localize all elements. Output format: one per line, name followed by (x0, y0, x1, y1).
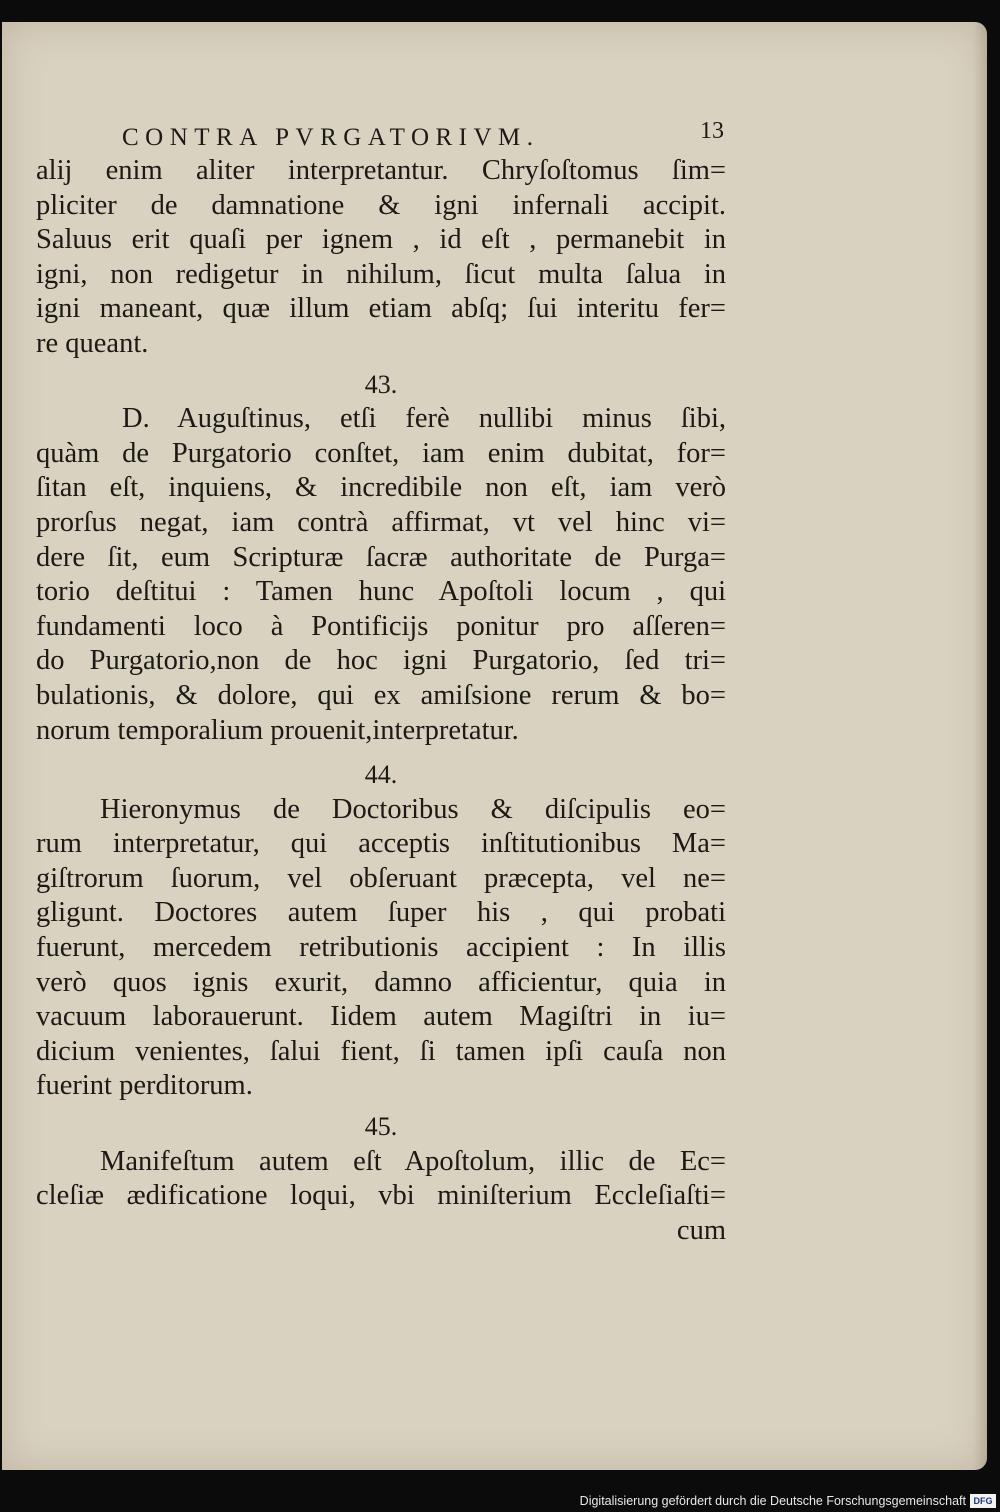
section-paragraph (36, 1145, 726, 1214)
intro-paragraph (36, 154, 726, 362)
page-edge-shadow (973, 22, 987, 1470)
text-line: Manifeſtum autem eſt Apoſtolum, illic de Ec= (100, 1145, 726, 1177)
section-paragraph (36, 402, 726, 748)
text-line: igni maneant, quæ illum etiam abſq; ſui interitu fer= (36, 293, 726, 325)
text-line: alĳ enim aliter interpretantur. Chryſoſtomus ſim= (36, 155, 726, 186)
section-number: 45. (364, 1112, 398, 1142)
text-line: Hieronymus de Doctoribus & diſcipulis eo= (100, 793, 726, 825)
text-line: gligunt. Doctores autem ſuper his , qui probati (36, 897, 726, 929)
text-line: prorſus negat, iam contrà affirmat, vt vel hinc vi= (36, 506, 726, 538)
text-line: igni, non redigetur in nihilum, ſicut multa ſalua in (36, 258, 726, 290)
running-title: CONTRA PVRGATORIVM. (122, 124, 540, 151)
text-line: do Purgatorio,non de hoc igni Purgatorio, ſed tri= (36, 645, 726, 677)
text-line: re queant. (36, 327, 149, 359)
text-line: verò quos ignis exurit, damno afficientur, quia in (36, 966, 726, 998)
section-number: 43. (364, 369, 398, 399)
text-line: fundamenti loco à Pontificĳs ponitur pro aſſeren= (36, 610, 726, 642)
text-line: D. Auguſtinus, etſi ferè nullibi minus ſibi, (122, 403, 726, 435)
text-line: norum temporalium prouenit,interpretatur. (36, 714, 519, 746)
text-line: quàm de Purgatorio conſtet, iam enim dubitat, for= (36, 437, 726, 469)
dfg-logo: DFG (970, 1494, 996, 1508)
text-line: fuerunt, mercedem retributionis accipient : In illis (36, 932, 726, 964)
page-number: 13 (700, 118, 724, 144)
text-line: dere ſit, eum Scripturæ ſacræ authoritate de Purga= (36, 541, 726, 573)
text-line: dicium venientes, ſalui fient, ſi tamen ipſi cauſa non (36, 1035, 726, 1067)
text-line: rum interpretatur, qui acceptis inſtitutionibus Ma= (36, 828, 726, 860)
text-line: torio deſtitui : Tamen hunc Apoſtoli locum , qui (36, 576, 726, 608)
section-number: 44. (364, 760, 398, 790)
text-line: ſitan eſt, inquiens, & incredibile non eſt, iam verò (36, 472, 726, 504)
text-line: fuerint perditorum. (36, 1070, 253, 1102)
running-head (36, 110, 726, 154)
text-block (36, 110, 726, 1248)
footer-bar (0, 1470, 1000, 1512)
funding-credit: Digitalisierung gefördert durch die Deutsche Forschungsgemeinschaft (579, 1494, 966, 1508)
catchword: cum (676, 1214, 726, 1246)
text-line: pliciter de damnatione & igni infernali accipit. (36, 189, 726, 221)
text-line: vacuum laborauerunt. Iidem autem Magiſtri in iu= (36, 1001, 726, 1033)
book-page (2, 22, 987, 1470)
text-line: bulationis, & dolore, qui ex amiſsione rerum & bo= (36, 679, 726, 711)
text-line: giſtrorum ſuorum, vel obſeruant præcepta, vel ne= (36, 862, 726, 894)
text-line: cleſiæ ædificatione loqui, vbi miniſterium Eccleſiaſti= (36, 1180, 726, 1212)
section-paragraph (36, 793, 726, 1104)
text-line: Saluus erit quaſi per ignem , id eſt , permanebit in (36, 224, 726, 256)
